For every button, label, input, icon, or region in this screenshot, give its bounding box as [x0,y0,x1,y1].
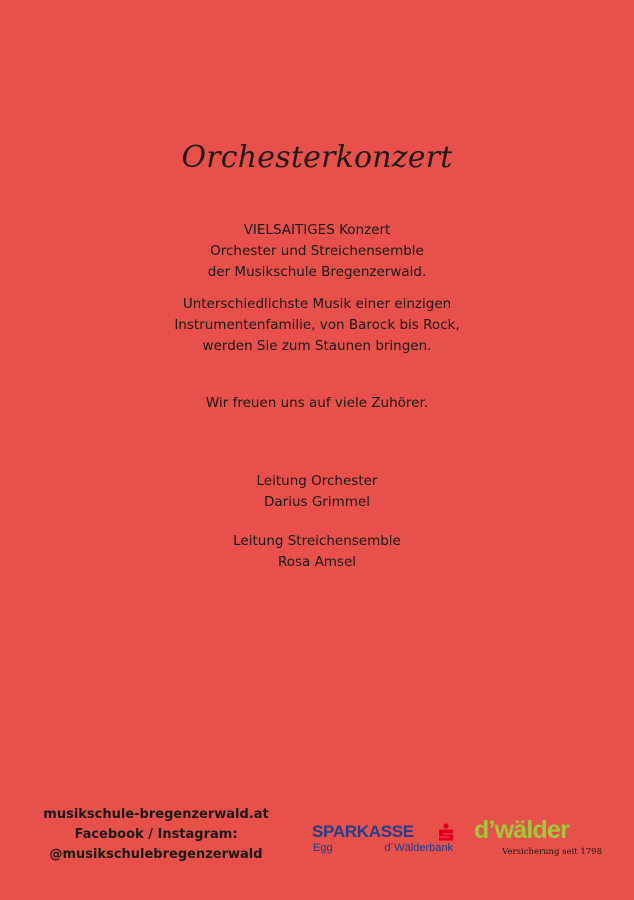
website-link[interactable]: musikschule-bregenzerwald.at [43,807,269,822]
intro-line: der Musikschule Bregenzerwald. [207,264,427,280]
sparkasse-logo [312,822,457,862]
leadership-name: Rosa Amsel [277,554,357,570]
social-handle[interactable]: @musikschulebregenzerwald [49,847,263,862]
sparkasse-location: Egg [313,842,333,854]
page-title: Orchesterkonzert [181,140,453,175]
leadership-role: Leitung Streichensemble [233,533,401,549]
intro-line: VIELSAITIGES Konzert [243,222,391,238]
intro-line: Orchester und Streichensemble [210,243,424,259]
sparkasse-bank: d´Wälderbank [384,842,453,854]
sparkasse-brand: SPARKASSE [312,822,414,841]
sparkasse-s-icon [438,823,454,842]
description-line: werden Sie zum Staunen bringen. [202,338,432,354]
description-block [0,294,634,357]
description-line: Unterschiedlichste Musik einer einzigen [182,296,452,312]
waelder-tagline: Versicherung seit 1798 [502,847,602,857]
description-line: Instrumentenfamilie, von Barock bis Rock, [174,317,460,333]
social-label: Facebook / Instagram: [74,827,238,842]
waelder-brand: d’wälder [474,816,570,844]
thanks-text: Wir freuen uns auf viele Zuhörer. [205,395,429,411]
footer-contact [36,805,276,865]
waelder-logo [474,816,608,862]
leadership-orchestra [0,471,634,513]
leadership-name: Darius Grimmel [264,494,370,510]
leadership-role: Leitung Orchester [256,473,378,489]
intro-block [0,220,634,283]
leadership-string-ensemble [0,531,634,573]
